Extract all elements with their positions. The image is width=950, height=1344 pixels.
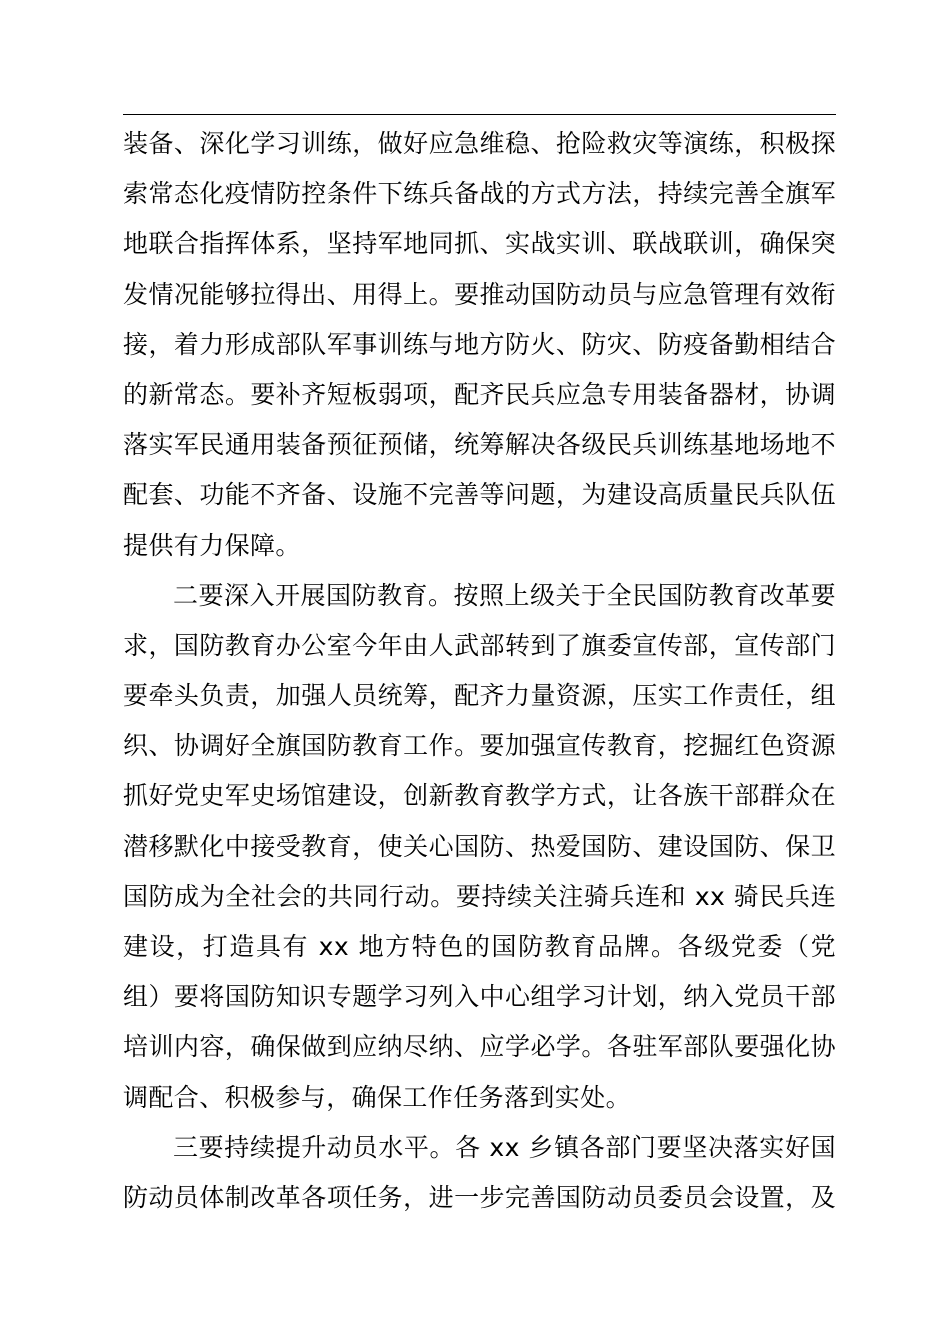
text-line: 要牵头负责，加强人员统筹，配齐力量资源，压实工作责任，组: [123, 681, 836, 711]
text-line: 潜移默化中接受教育，使关心国防、热爱国防、建设国防、保卫: [123, 831, 836, 861]
paragraph-1: [123, 119, 836, 571]
header-rule: [123, 114, 836, 115]
text-line: 落实军民通用装备预征预储，统筹解决各级民兵训练基地场地不: [123, 430, 836, 460]
paragraph-3: [123, 1123, 836, 1223]
text-line: 防动员体制改革各项任务，进一步完善国防动员委员会设置，及: [123, 1182, 836, 1212]
text-line: 建设，打造具有 xx 地方特色的国防教育品牌。各级党委（党: [123, 932, 836, 961]
text-line: 抓好党史军史场馆建设，创新教育教学方式，让各族干部群众在: [123, 781, 836, 811]
paragraph-2: [123, 571, 836, 1123]
text-line: 接，着力形成部队军事训练与地方防火、防灾、防疫备勤相结合: [123, 329, 836, 359]
text-line: 调配合、积极参与，确保工作任务落到实处。: [123, 1082, 632, 1112]
text-line: 三要持续提升动员水平。各 xx 乡镇各部门要坚决落实好国: [173, 1132, 836, 1162]
text-line: 培训内容，确保做到应纳尽纳、应学必学。各驻军部队要强化协: [123, 1032, 836, 1062]
text-line: 地联合指挥体系，坚持军地同抓、实战实训、联战联训，确保突: [123, 229, 836, 259]
text-line: 组）要将国防知识专题学习列入中心组学习计划，纳入党员干部: [123, 982, 836, 1012]
text-line: 索常态化疫情防控条件下练兵备战的方式方法，持续完善全旗军: [123, 179, 836, 209]
text-line: 提供有力保障。: [123, 530, 301, 560]
text-line: 发情况能够拉得出、用得上。要推动国防动员与应急管理有效衔: [123, 279, 836, 309]
text-line: 装备、深化学习训练，做好应急维稳、抢险救灾等演练，积极探: [123, 129, 836, 158]
text-line: 二要深入开展国防教育。按照上级关于全民国防教育改革要: [173, 580, 836, 610]
document-body: [123, 119, 836, 1223]
text-line: 配套、功能不齐备、设施不完善等问题，为建设高质量民兵队伍: [123, 480, 836, 510]
text-line: 求，国防教育办公室今年由人武部转到了旗委宣传部，宣传部门: [123, 630, 836, 660]
text-line: 国防成为全社会的共同行动。要持续关注骑兵连和 xx 骑民兵连: [123, 881, 836, 911]
text-line: 的新常态。要补齐短板弱项，配齐民兵应急专用装备器材，协调: [123, 379, 836, 409]
text-line: 织、协调好全旗国防教育工作。要加强宣传教育，挖掘红色资源: [123, 731, 836, 761]
